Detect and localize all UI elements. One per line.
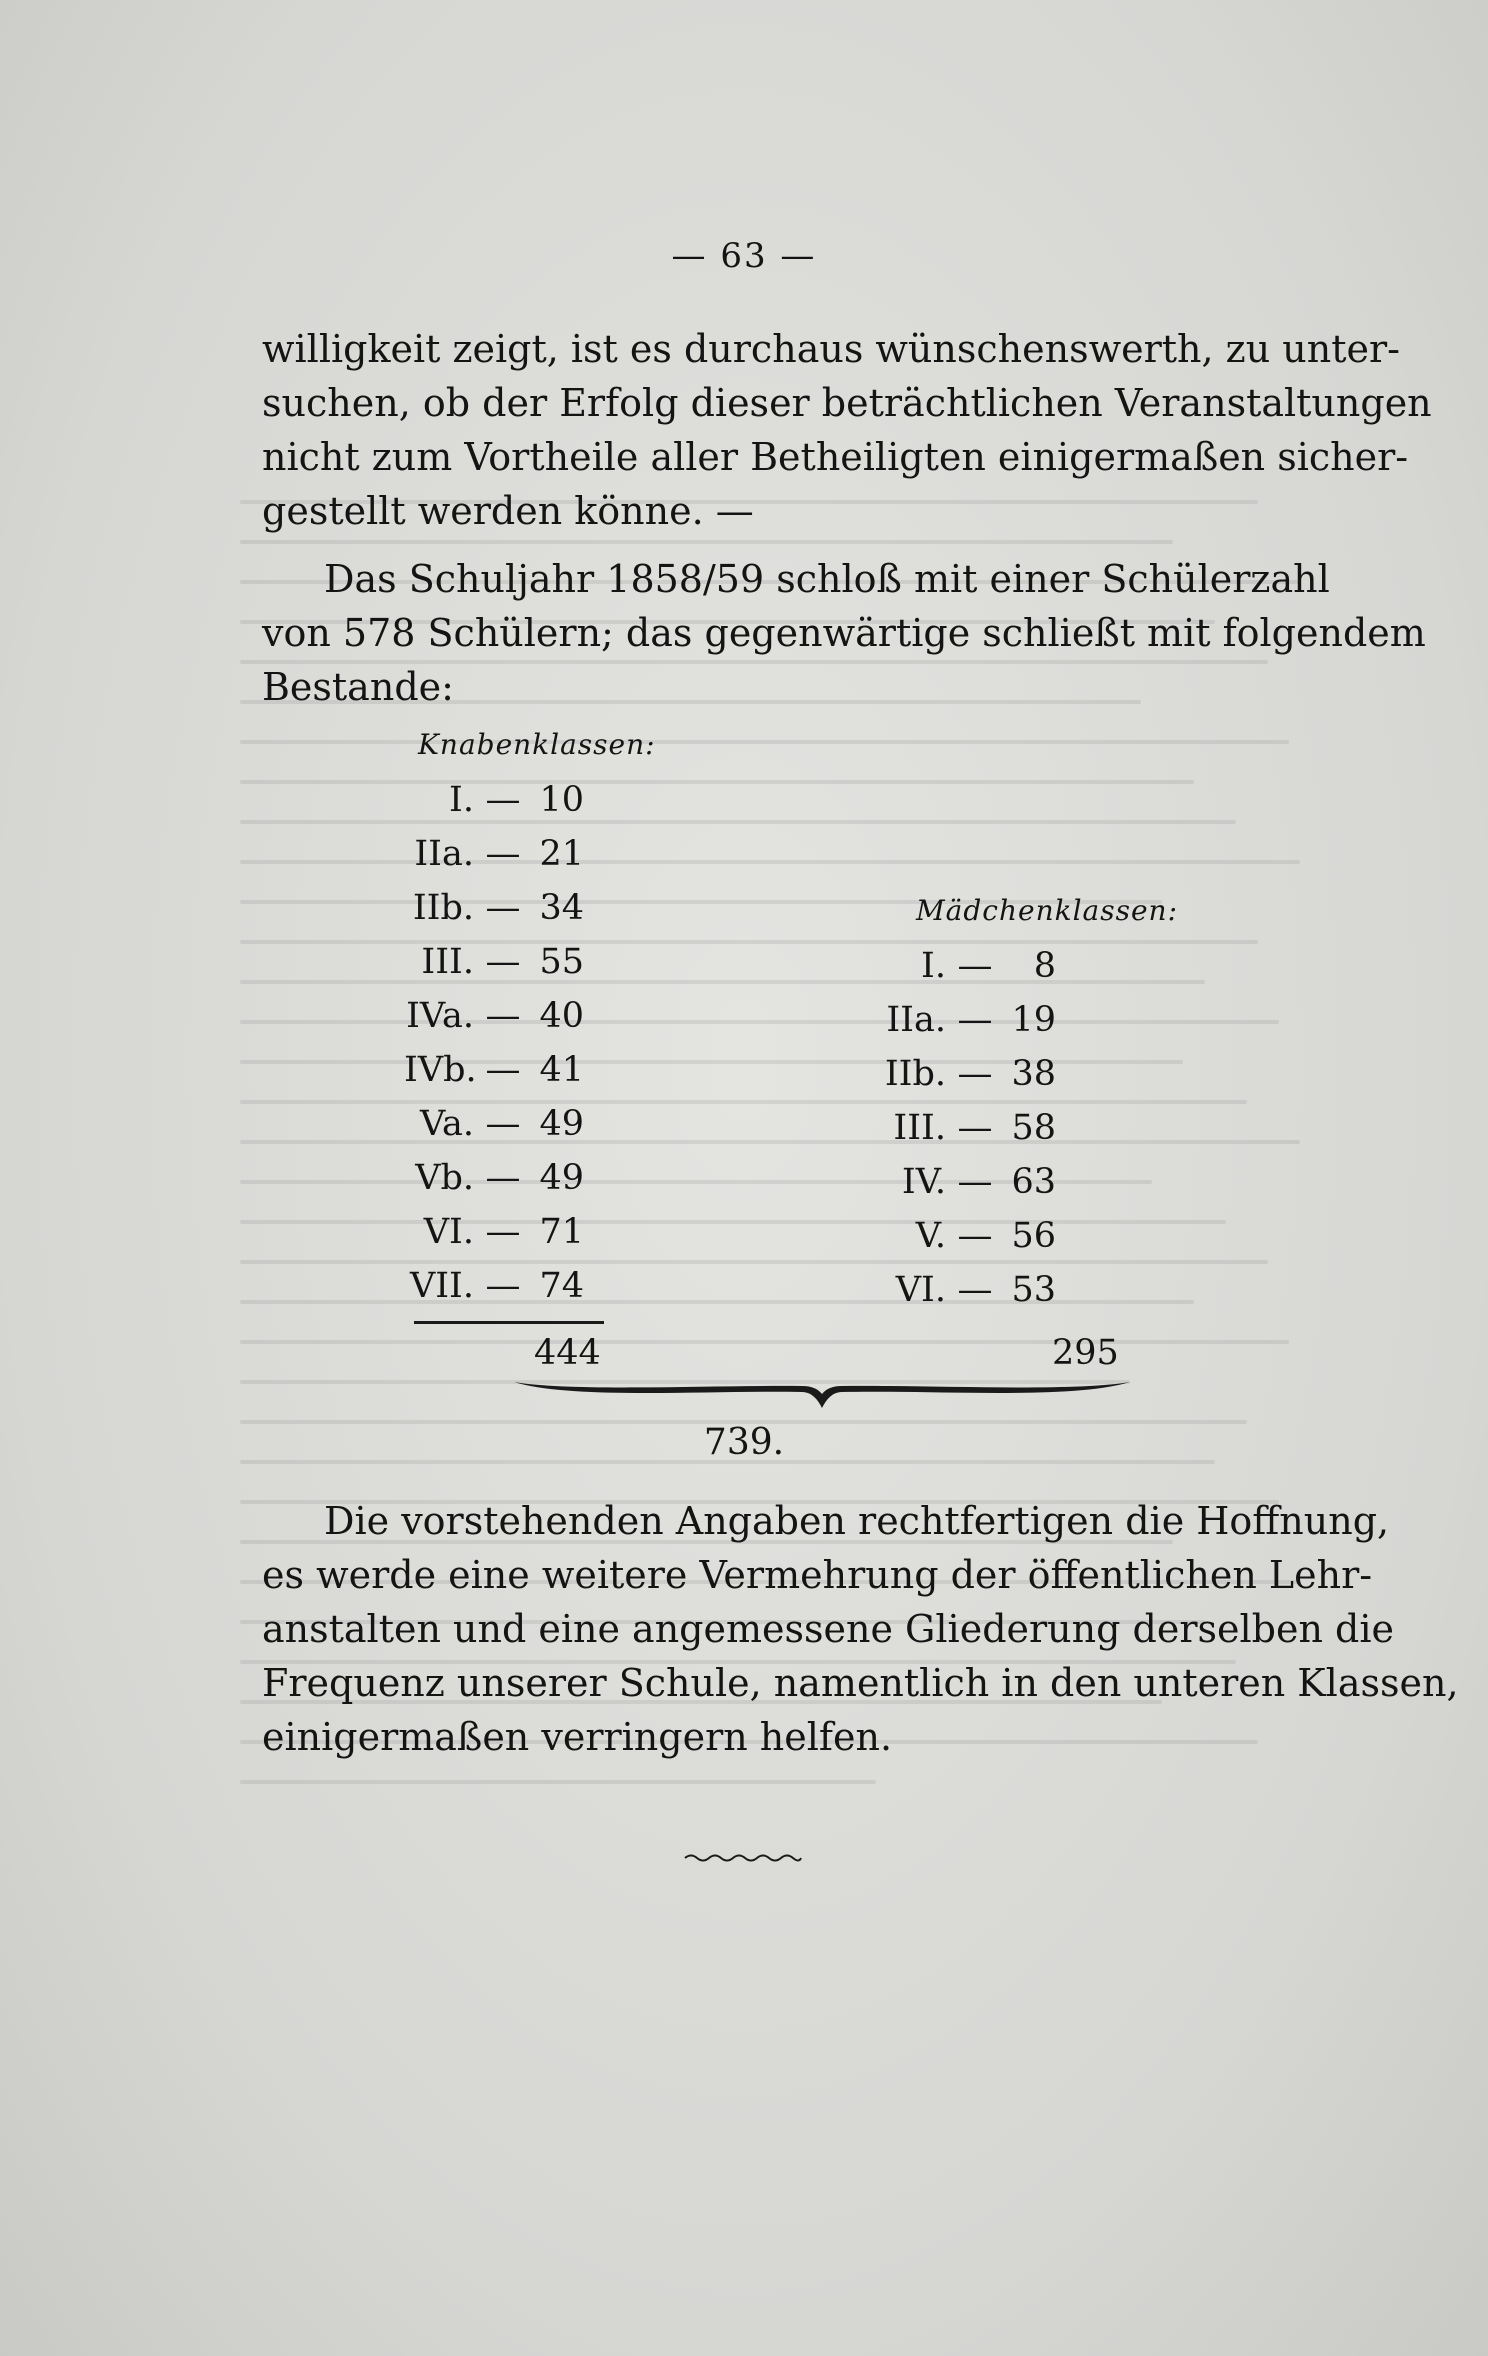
text-line: Das Schuljahr 1858/59 schloß mit einer Schülerzahl — [324, 557, 1330, 601]
class-label: IVa. — [406, 996, 474, 1036]
girls-class-row — [876, 1216, 1056, 1262]
class-label: IIa. — [414, 834, 474, 874]
class-label: VI. — [895, 1270, 946, 1310]
class-dash: — — [485, 942, 521, 982]
class-count: 49 — [539, 1158, 584, 1198]
class-label: Vb. — [415, 1158, 474, 1198]
boys-class-row — [404, 942, 584, 988]
class-label: IV. — [901, 1162, 946, 1202]
girls-classes-heading: Mädchenklassen: — [916, 894, 1178, 927]
text-line: anstalten und eine angemessene Gliederung derselben die — [262, 1607, 1394, 1651]
class-dash: — — [485, 996, 521, 1036]
class-dash: — — [485, 834, 521, 874]
text-line: von 578 Schülern; das gegenwärtige schließt mit folgendem — [262, 611, 1426, 655]
class-count: 58 — [1011, 1108, 1056, 1148]
class-label: Va. — [419, 1104, 474, 1144]
boys-class-row — [404, 780, 584, 826]
boys-total: 444 — [534, 1333, 601, 1373]
class-count: 63 — [1011, 1162, 1056, 1202]
class-dash: — — [957, 1000, 993, 1040]
boys-classes-heading: Knabenklassen: — [418, 728, 656, 761]
class-label: I. — [449, 780, 474, 820]
class-label: I. — [921, 946, 946, 986]
text-line: einigermaßen verringern helfen. — [262, 1715, 893, 1759]
grand-total: 739. — [703, 1422, 785, 1463]
class-dash: — — [485, 1050, 521, 1090]
text-line: Bestande: — [262, 665, 454, 709]
boys-class-row — [404, 1212, 584, 1258]
class-count: 53 — [1011, 1270, 1056, 1310]
class-label: IVb. — [404, 1050, 477, 1090]
class-label: IIb. — [884, 1054, 946, 1094]
class-dash: — — [957, 1216, 993, 1256]
girls-class-row — [876, 1000, 1056, 1046]
class-count: 40 — [539, 996, 584, 1036]
class-dash: — — [485, 888, 521, 928]
text-line: es werde eine weitere Vermehrung der öffentlichen Lehr- — [262, 1553, 1373, 1597]
class-count: 21 — [539, 834, 584, 874]
girls-class-row — [876, 1270, 1056, 1316]
class-label: VI. — [423, 1212, 474, 1252]
girls-class-row — [876, 1054, 1056, 1100]
class-count: 10 — [539, 780, 584, 820]
class-count: 56 — [1011, 1216, 1056, 1256]
boys-class-row — [404, 834, 584, 880]
class-count: 55 — [539, 942, 584, 982]
class-dash: — — [957, 1162, 993, 1202]
class-count: 71 — [539, 1212, 584, 1252]
class-count: 19 — [1011, 1000, 1056, 1040]
class-count: 34 — [539, 888, 584, 928]
girls-class-row — [876, 1108, 1056, 1154]
boys-class-row — [404, 1050, 584, 1096]
boys-sum-line — [414, 1321, 604, 1324]
class-label: V. — [915, 1216, 946, 1256]
class-label: IIa. — [886, 1000, 946, 1040]
girls-total: 295 — [1052, 1333, 1119, 1373]
boys-class-row — [404, 1158, 584, 1204]
class-dash: — — [957, 946, 993, 986]
paragraph-3 — [262, 1494, 1459, 1764]
class-dash: — — [485, 1266, 521, 1306]
class-label: VII. — [409, 1266, 474, 1306]
class-dash: — — [485, 1158, 521, 1198]
text-line: Frequenz unserer Schule, namentlich in den unteren Klassen, — [262, 1661, 1459, 1705]
girls-class-row — [876, 946, 1056, 992]
class-count: 41 — [539, 1050, 584, 1090]
class-count: 8 — [1033, 946, 1056, 986]
text-line: suchen, ob der Erfolg dieser beträchtlichen Veranstaltungen — [262, 381, 1432, 425]
decorative-rule — [683, 1852, 803, 1864]
girls-class-row — [876, 1162, 1056, 1208]
boys-class-row — [404, 888, 584, 934]
page-number: — 63 — — [671, 236, 817, 276]
class-label: III. — [421, 942, 474, 982]
class-count: 49 — [539, 1104, 584, 1144]
class-dash: — — [957, 1270, 993, 1310]
curly-brace — [512, 1376, 1132, 1410]
text-line: Die vorstehenden Angaben rechtfertigen die Hoffnung, — [324, 1499, 1390, 1543]
class-dash: — — [485, 1212, 521, 1252]
paragraph-2 — [262, 552, 1426, 714]
class-dash: — — [485, 780, 521, 820]
paragraph-1 — [262, 322, 1432, 538]
class-count: 38 — [1011, 1054, 1056, 1094]
boys-class-row — [404, 1266, 584, 1312]
bleed-through-text — [240, 500, 1459, 2000]
text-line: willigkeit zeigt, ist es durchaus wünschenswerth, zu unter- — [262, 327, 1400, 371]
class-dash: — — [485, 1104, 521, 1144]
class-label: IIb. — [412, 888, 474, 928]
boys-class-row — [404, 1104, 584, 1150]
boys-class-row — [404, 996, 584, 1042]
text-line: gestellt werden könne. — — [262, 489, 754, 533]
class-dash: — — [957, 1108, 993, 1148]
class-label: III. — [893, 1108, 946, 1148]
text-line: nicht zum Vortheile aller Betheiligten einigermaßen sicher- — [262, 435, 1409, 479]
class-dash: — — [957, 1054, 993, 1094]
class-count: 74 — [539, 1266, 584, 1306]
